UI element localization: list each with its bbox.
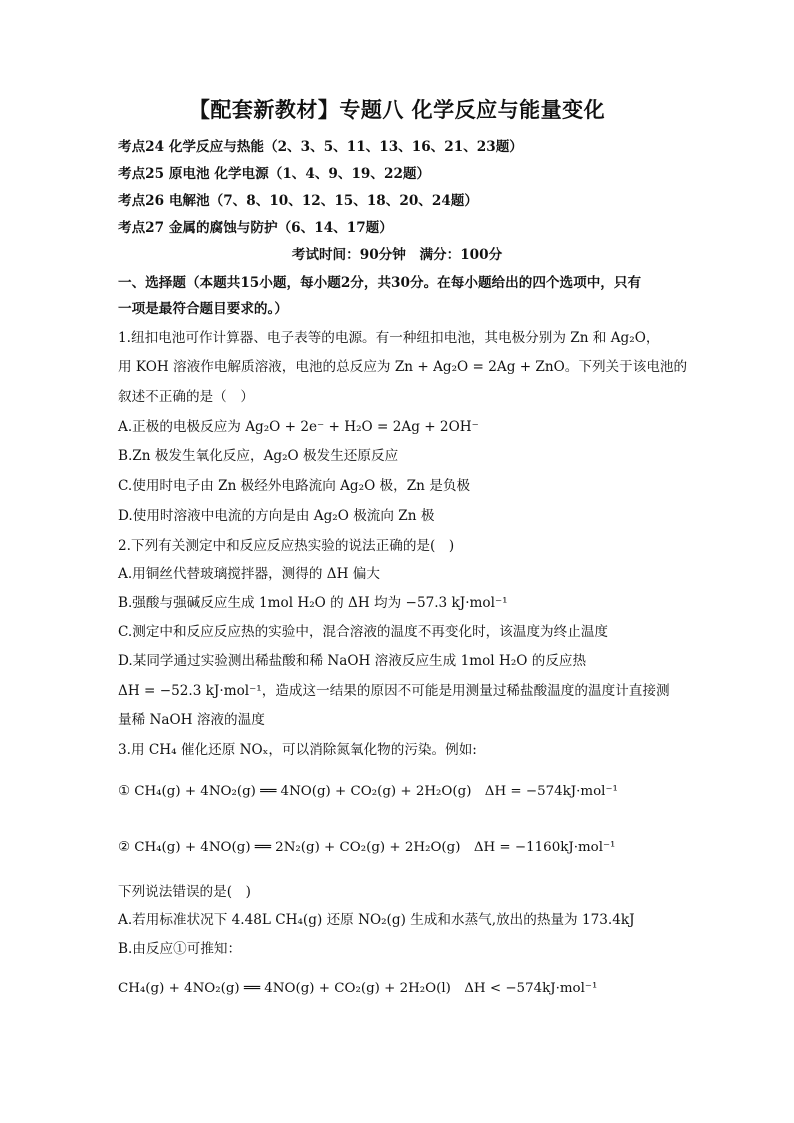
kaodian-25: 考点25 原电池 化学电源（1、4、9、19、22题）	[118, 166, 431, 182]
q1-option-c: C.使用时电子由 Zn 极经外电路流向 Ag₂O 极，Zn 是负极	[118, 478, 471, 494]
q3-ask: 下列说法错误的是( )	[118, 884, 251, 900]
kaodian-26: 考点26 电解池（7、8、10、12、15、18、20、24题）	[118, 193, 478, 209]
q3-equation-2: ② CH₄(g) + 4NO(g) ══ 2N₂(g) + CO₂(g) + 2H₂O(g) ΔH = −1160kJ·mol⁻¹	[118, 840, 616, 855]
q1-stem-line-2: 用 KOH 溶液作电解质溶液，电池的总反应为 Zn + Ag₂O = 2Ag + ZnO。下列关于该电池的	[118, 359, 688, 375]
q2-option-d-cont-2: 量稀 NaOH 溶液的温度	[118, 712, 265, 728]
q2-option-b: B.强酸与强碱反应生成 1mol H₂O 的 ΔH 均为 −57.3 kJ·mol⁻¹	[118, 595, 508, 611]
q2-option-d: D.某同学通过实验测出稀盐酸和稀 NaOH 溶液反应生成 1mol H₂O 的反应热	[118, 653, 587, 669]
q3-equation-1: ① CH₄(g) + 4NO₂(g) ══ 4NO(g) + CO₂(g) + 2H₂O(g) ΔH = −574kJ·mol⁻¹	[118, 784, 618, 799]
q2-stem: 2.下列有关测定中和反应反应热实验的说法正确的是( )	[118, 538, 455, 554]
q3-stem: 3.用 CH₄ 催化还原 NOₓ，可以消除氮氧化物的污染。例如:	[118, 742, 477, 758]
q3-option-b: B.由反应①可推知：	[118, 941, 242, 957]
section-heading-line-1: 一、选择题（本题共15小题，每小题2分，共30分。在每小题给出的四个选项中，只有	[118, 275, 642, 291]
q1-stem-line-1: 1.纽扣电池可作计算器、电子表等的电源。有一种纽扣电池，其电极分别为 Zn 和 Ag₂O，	[118, 330, 660, 346]
exam-info: 考试时间：90分钟 满分：100分	[291, 247, 503, 263]
q1-option-a: A.正极的电极反应为 Ag₂O + 2e⁻ + H₂O = 2Ag + 2OH⁻	[118, 419, 479, 435]
kaodian-27: 考点27 金属的腐蚀与防护（6、14、17题）	[118, 220, 393, 236]
kaodian-24: 考点24 化学反应与热能（2、3、5、11、13、16、21、23题）	[118, 139, 523, 155]
q2-option-d-cont-1: ΔH = −52.3 kJ·mol⁻¹，造成这一结果的原因不可能是用测量过稀盐酸温度的温度计直接测	[118, 683, 670, 699]
q2-option-a: A.用铜丝代替玻璃搅拌器，测得的 ΔH 偏大	[118, 566, 380, 582]
q2-option-c: C.测定中和反应反应热的实验中，混合溶液的温度不再变化时，该温度为终止温度	[118, 624, 609, 640]
q1-option-b: B.Zn 极发生氧化反应，Ag₂O 极发生还原反应	[118, 448, 399, 464]
q1-option-d: D.使用时溶液中电流的方向是由 Ag₂O 极流向 Zn 极	[118, 508, 435, 524]
q3-equation-3: CH₄(g) + 4NO₂(g) ══ 4NO(g) + CO₂(g) + 2H₂O(l) ΔH < −574kJ·mol⁻¹	[118, 981, 598, 996]
q1-stem-line-3: 叙述不正确的是（ ）	[118, 389, 254, 405]
section-heading-line-2: 一项是最符合题目要求的。）	[118, 301, 288, 317]
page-title: 【配套新教材】专题八 化学反应与能量变化	[188, 98, 606, 122]
q3-option-a: A.若用标准状况下 4.48L CH₄(g) 还原 NO₂(g) 生成和水蒸气,放出的热量为 173.4kJ	[118, 912, 635, 928]
